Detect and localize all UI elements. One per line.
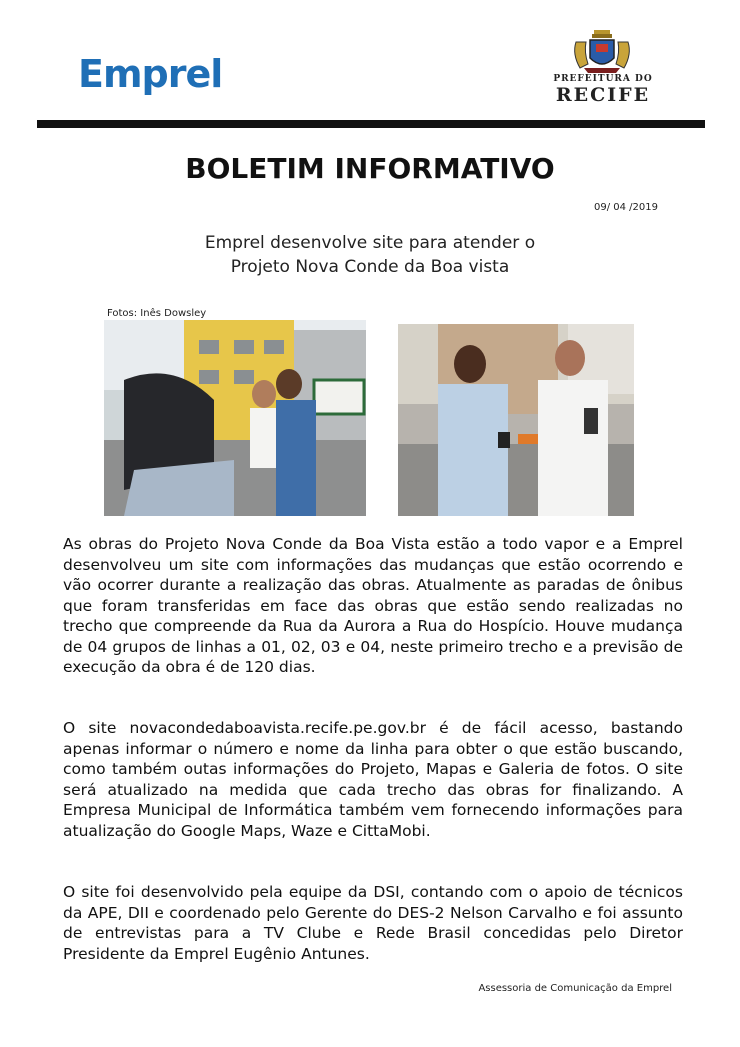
prefeitura-label: PREFEITURA DO [553, 74, 653, 84]
article-paragraph-3: O site foi desenvolvido pela equipe da DSI, contando com o apoio de técnicos da APE, DII e coordenado pelo Gerente do DES-2 Nelson Carvalho e foi assunto de entrevistas para a TV Clube e Rede Brasil concedidas pelo Diretor Presidente da Emprel Eugênio Antunes. [63, 883, 683, 963]
header-divider [37, 120, 705, 128]
bulletin-date: 09/ 04 /2019 [594, 202, 658, 213]
article-paragraph-2: O site novacondedaboavista.recife.pe.gov.br é de fácil acesso, bastando apenas informar o número e nome da linha para obter o que estão buscando, como também outas informações do Projeto, Mapas e Galeria de fotos. O site será atualizado na medida que cada trecho das obras for finalizando. A Empresa Municipal de Informática também vem fornecendo informações para atualização do Google Maps, Waze e CittaMobi. [63, 719, 683, 840]
headline-line-2: Projeto Nova Conde da Boa vista [230, 257, 510, 277]
article-headline [0, 231, 740, 279]
article-paragraph-1: As obras do Projeto Nova Conde da Boa Vista estão a todo vapor e a Emprel desenvolveu um site com informações das mudanças que estão ocorrendo e vão ocorrer durante a realização das obras. Atualmente as paradas de ônibus que foram transferidas em face das obras que estão sendo realizadas no trecho que compreende da Rua da Aurora a Rua do Hospício. Houve mudança de 04 grupos de linhas a 01, 02, 03 e 04, neste primeiro trecho e a previsão de execução da obra é de 120 dias. [63, 535, 683, 676]
photo-street-interview [104, 320, 366, 516]
city-crest-icon [570, 28, 634, 74]
photo-credit: Fotos: Inês Dowsley [107, 308, 207, 319]
emprel-logo: Emprel [78, 52, 223, 96]
footer-credit: Assessoria de Comunicação da Emprel [478, 983, 672, 994]
recife-label: RECIFE [555, 84, 651, 106]
headline-line-1: Emprel desenvolve site para atender o [204, 233, 536, 253]
bulletin-title: BOLETIM INFORMATIVO [185, 152, 555, 185]
photo-sidewalk-interview [398, 324, 634, 516]
